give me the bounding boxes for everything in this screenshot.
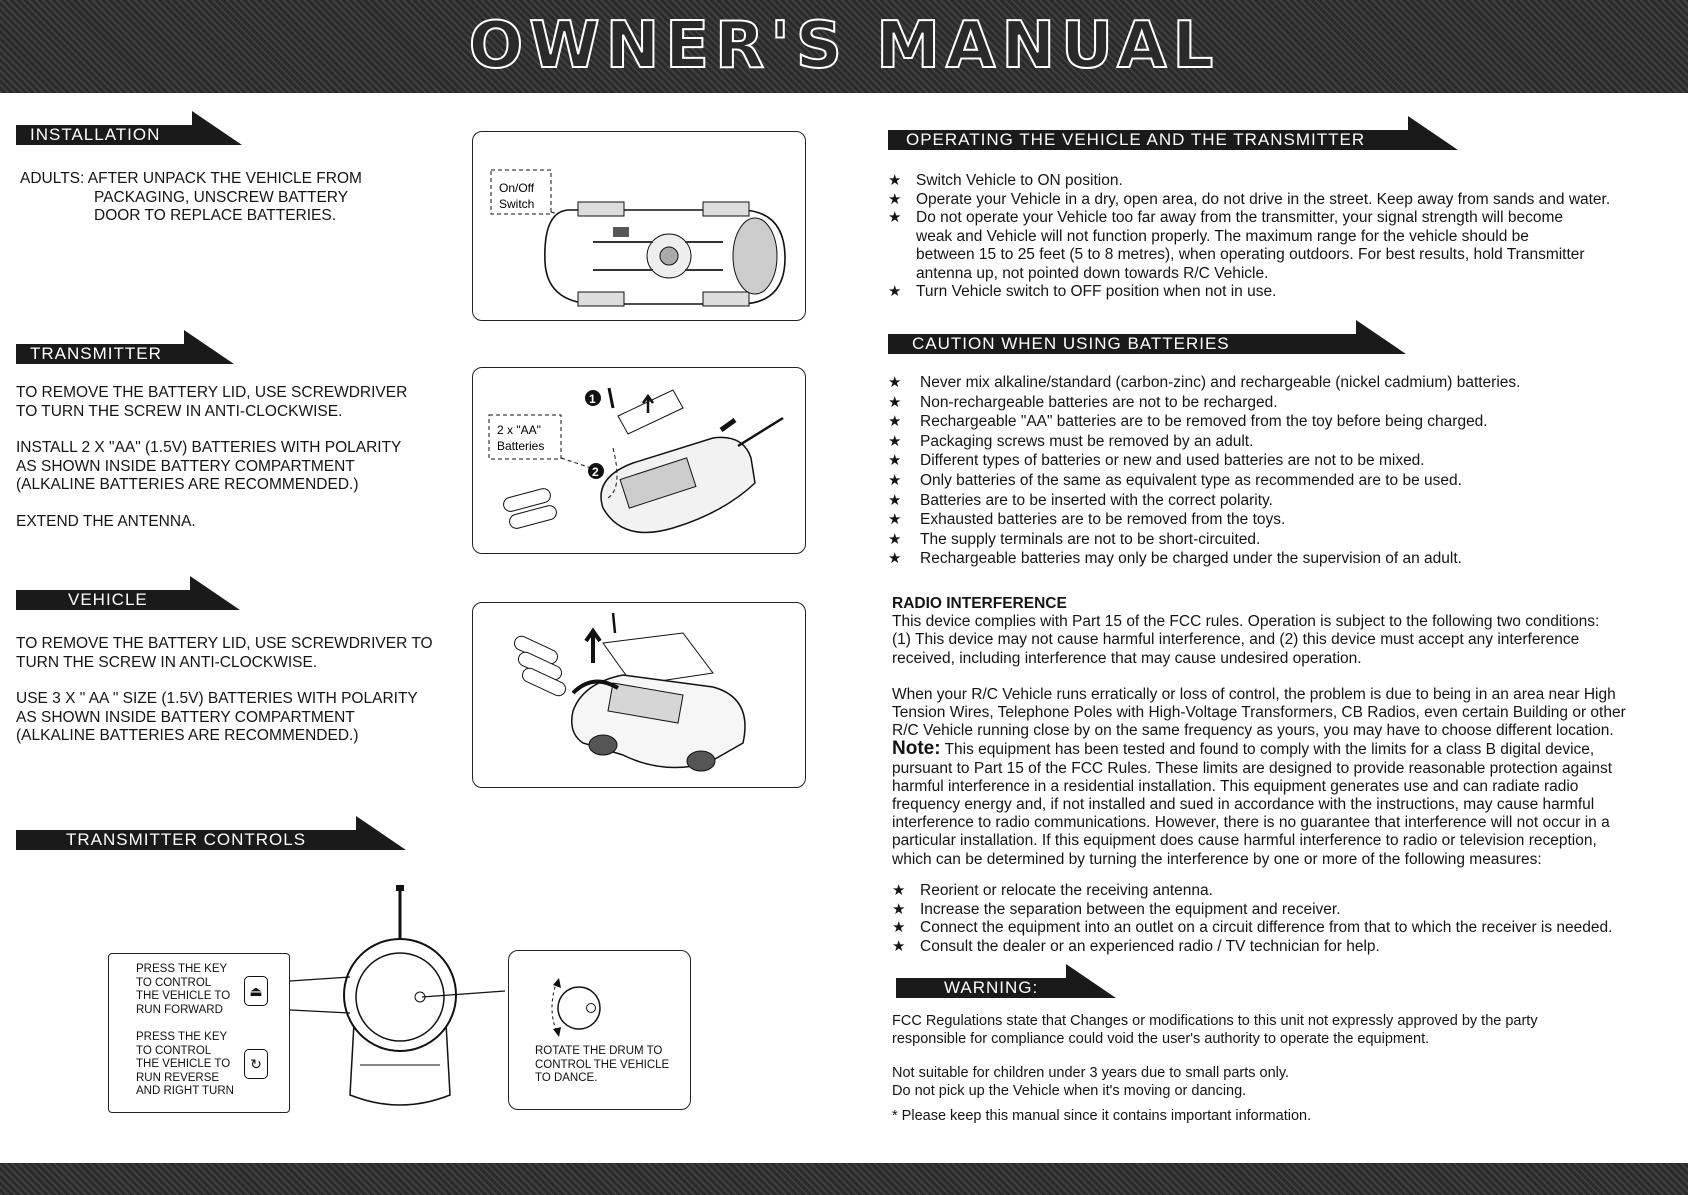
- step-number: 2: [592, 465, 599, 479]
- warning-header-label: WARNING:: [896, 978, 1066, 998]
- forward-key-icon: ⏏: [244, 976, 268, 1006]
- text-line: RUN REVERSE: [136, 1071, 220, 1084]
- list-item: ★ Do not operate your Vehicle too far away from the transmitter, your signal strength will become weak and Vehicle will not function properly. The maximum range for the vehicle should be between 15 to 25 feet (5 to 8 metres), when operating outdoors. For best results, hold Transmitter antenna up, not pointed down towards R/C Vehicle.: [888, 209, 1585, 282]
- star-icon: ★: [888, 283, 902, 300]
- page-title: OWNER'S MANUAL: [468, 9, 1220, 83]
- list-item: ★ Rechargeable batteries may only be charged under the supervision of an adult.: [888, 550, 1462, 568]
- star-icon: ★: [892, 882, 906, 899]
- list-item: ★ The supply terminals are not to be short-circuited.: [888, 530, 1261, 548]
- step-number: 1: [589, 392, 596, 406]
- transmitter-battery-illustration: [473, 368, 807, 555]
- star-icon: ★: [888, 374, 902, 391]
- star-icon: ★: [892, 900, 906, 918]
- transmitter-controls-header-label: TRANSMITTER CONTROLS: [16, 830, 356, 850]
- bottom-banner: [0, 1163, 1688, 1195]
- list-item: ★ Increase the separation between the equipment and receiver.: [892, 900, 1341, 918]
- star-icon: ★: [888, 511, 902, 529]
- reverse-turn-key-icon: ↻: [244, 1049, 268, 1079]
- transmitter-front-illustration: [290, 885, 510, 1115]
- text-line: PRESS THE KEY: [136, 1031, 228, 1043]
- caution-list: [888, 373, 1520, 569]
- text-line: TO TURN THE SCREW IN ANTI-CLOCKWISE.: [16, 402, 343, 420]
- text-line: Tension Wires, Telephone Poles with High-Voltage Transformers, CB Radios, even certain Building or other: [892, 704, 1626, 722]
- forward-instructions: [136, 963, 230, 1017]
- text-line: PRESS THE KEY: [136, 963, 228, 975]
- fig-label: On/Off: [499, 181, 535, 195]
- header-arrow: [1356, 320, 1406, 354]
- vehicle-figure: [472, 602, 806, 788]
- text-line: TURN THE SCREW IN ANTI-CLOCKWISE.: [16, 653, 318, 671]
- fig-label: 2 x "AA": [497, 423, 541, 437]
- installation-header-label: INSTALLATION: [16, 125, 192, 145]
- star-icon: ★: [888, 413, 902, 431]
- list-item: ★ Connect the equipment into an outlet on a circuit difference from that to which the receiver is needed.: [892, 919, 1613, 936]
- text-line: Do not pick up the Vehicle when it's moving or dancing.: [892, 1082, 1247, 1099]
- text-line: DOOR TO REPLACE BATTERIES.: [94, 207, 337, 224]
- text-line: received, including interference that may cause undesired operation.: [892, 649, 1362, 667]
- text-line: which can be determined by turning the interference by one or more of the following measures:: [892, 850, 1542, 868]
- installation-text: [20, 170, 362, 226]
- text-line: Not suitable for children under 3 years due to small parts only.: [892, 1065, 1290, 1081]
- drum-instructions-box: [508, 950, 691, 1110]
- drum-rotate-illustration: [509, 951, 692, 1041]
- radio-heading: RADIO INTERFERENCE: [892, 595, 1067, 612]
- transmitter-text: [16, 384, 407, 531]
- drum-instructions: [535, 1045, 669, 1086]
- text-line: * Please keep this manual since it contains important information.: [892, 1108, 1312, 1124]
- list-item: ★ Rechargeable "AA" batteries are to be removed from the toy before being charged.: [888, 413, 1488, 431]
- text-line: AS SHOWN INSIDE BATTERY COMPARTMENT: [16, 457, 355, 475]
- warning-text: [892, 1013, 1538, 1126]
- star-icon: ★: [888, 432, 902, 450]
- radio-interference-section: [892, 595, 1626, 869]
- text-line: THE VEHICLE TO: [136, 1058, 231, 1070]
- list-item: ★ Only batteries of the same as equivalent type as recommended are to be used.: [888, 471, 1462, 489]
- header-arrow: [190, 576, 240, 610]
- vehicle-header-label: VEHICLE: [16, 590, 190, 610]
- text-line: When your R/C Vehicle runs erratically or loss of control, the problem is due to being in an area near High: [892, 685, 1616, 703]
- list-item: ★ Turn Vehicle switch to OFF position when not in use.: [888, 283, 1277, 300]
- text-line: THE VEHICLE TO: [136, 990, 231, 1002]
- star-icon: ★: [888, 491, 902, 509]
- vehicle-underside-illustration: [473, 132, 807, 322]
- header-arrow: [192, 111, 242, 145]
- text-line: PACKAGING, UNSCREW BATTERY: [94, 188, 349, 206]
- text-line: RUN FORWARD: [136, 1003, 223, 1016]
- text-line: ROTATE THE DRUM TO: [535, 1045, 663, 1057]
- text-line: CONTROL THE VEHICLE: [535, 1058, 670, 1071]
- header-arrow: [1408, 116, 1458, 150]
- text-line: TO CONTROL: [136, 1044, 212, 1057]
- text-line: (ALKALINE BATTERIES ARE RECOMMENDED.): [16, 727, 359, 744]
- reverse-instructions: [136, 1031, 234, 1099]
- title-wrap: [0, 8, 1688, 84]
- list-item: ★ Switch Vehicle to ON position.: [888, 172, 1123, 189]
- list-item: ★ Different types of batteries or new and used batteries are not to be mixed.: [888, 452, 1425, 470]
- star-icon: ★: [892, 937, 906, 955]
- note-line: Note: This equipment has been tested and found to comply with the limits for a class B digital device,: [892, 738, 1595, 760]
- fig-label: Switch: [499, 197, 535, 211]
- installation-figure: [472, 131, 806, 321]
- text-line: responsible for compliance could void the user's authority to operate the equipment.: [892, 1030, 1430, 1047]
- transmitter-header-label: TRANSMITTER: [16, 344, 184, 364]
- text-line: (1) This device may not cause harmful interference, and (2) this device must accept any interference: [892, 631, 1580, 649]
- text-line: TO REMOVE THE BATTERY LID, USE SCREWDRIVER: [16, 384, 408, 401]
- transmitter-figure: [472, 367, 806, 554]
- text-line: AS SHOWN INSIDE BATTERY COMPARTMENT: [16, 708, 355, 726]
- header-arrow: [184, 330, 234, 364]
- operating-header-label: OPERATING THE VEHICLE AND THE TRANSMITTER: [888, 130, 1408, 150]
- text-line: INSTALL 2 X "AA" (1.5V) BATTERIES WITH POLARITY: [16, 439, 402, 456]
- fig-label: Batteries: [497, 439, 545, 453]
- text-line: TO CONTROL: [136, 976, 212, 989]
- list-item: ★ Non-rechargeable batteries are not to be recharged.: [888, 393, 1278, 411]
- list-item: ★ Exhausted batteries are to be removed from the toys.: [888, 511, 1286, 529]
- text-line: pursuant to Part 15 of the FCC Rules. These limits are designed to provide reasonable protection against: [892, 759, 1613, 777]
- caution-header-label: CAUTION WHEN USING BATTERIES: [888, 334, 1356, 354]
- text-line: interference to radio communications. However, there is no guarantee that interference will not occur in a: [892, 814, 1610, 832]
- text-line: FCC Regulations state that Changes or modifications to this unit not expressly approved by the party: [892, 1013, 1538, 1029]
- list-item: ★ Reorient or relocate the receiving antenna.: [892, 882, 1213, 899]
- text-line: USE 3 X " AA " SIZE (1.5V) BATTERIES WITH POLARITY: [16, 690, 418, 707]
- star-icon: ★: [888, 530, 902, 548]
- text-line: (ALKALINE BATTERIES ARE RECOMMENDED.): [16, 476, 359, 493]
- measures-list: [892, 882, 1612, 956]
- star-icon: ★: [888, 550, 902, 568]
- text-line: particular installation. If this equipment does cause harmful interference to radio or television reception,: [892, 832, 1597, 850]
- star-icon: ★: [888, 393, 902, 411]
- list-item: ★ Operate your Vehicle in a dry, open area, do not drive in the street. Keep away from sands and water.: [888, 190, 1611, 208]
- text-line: TO REMOVE THE BATTERY LID, USE SCREWDRIVER TO: [16, 635, 433, 652]
- list-item: ★ Consult the dealer or an experienced radio / TV technician for help.: [892, 937, 1380, 955]
- star-icon: ★: [888, 209, 902, 226]
- star-icon: ★: [888, 190, 902, 208]
- star-icon: ★: [892, 919, 906, 936]
- text-line: AND RIGHT TURN: [136, 1085, 234, 1097]
- list-item: ★ Batteries are to be inserted with the correct polarity.: [888, 491, 1273, 509]
- text-line: EXTEND THE ANTENNA.: [16, 512, 196, 530]
- header-arrow: [356, 816, 406, 850]
- vehicle-text: [16, 635, 433, 746]
- vehicle-battery-illustration: [473, 603, 807, 789]
- star-icon: ★: [888, 172, 902, 189]
- text-line: ADULTS: AFTER UNPACK THE VEHICLE FROM: [20, 170, 362, 187]
- text-line: R/C Vehicle running close by on the same frequency as yours, you may have to choose different location.: [892, 722, 1614, 740]
- text-line: TO DANCE.: [535, 1072, 598, 1084]
- star-icon: ★: [888, 452, 902, 470]
- header-arrow: [1066, 964, 1116, 998]
- text-line: This device complies with Part 15 of the FCC rules. Operation is subject to the following two conditions:: [892, 613, 1600, 631]
- list-item: ★ Never mix alkaline/standard (carbon-zinc) and rechargeable (nickel cadmium) batteries.: [888, 374, 1521, 391]
- star-icon: ★: [888, 471, 902, 489]
- text-line: harmful interference in a residential installation. This equipment generates use and can radiate radio: [892, 777, 1579, 795]
- list-item: ★ Packaging screws must be removed by an adult.: [888, 432, 1254, 450]
- text-line: frequency energy and, if not installed and sued in accordance with the instructions, may cause harmful: [892, 796, 1595, 814]
- operating-list: [888, 172, 1610, 302]
- note-label: Note:: [892, 738, 941, 760]
